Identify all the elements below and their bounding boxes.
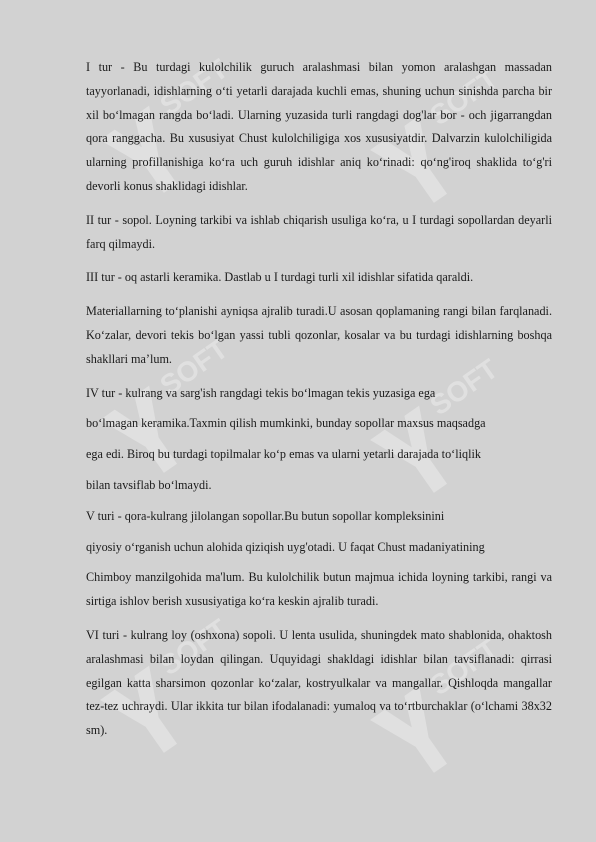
paragraph-chimboy: Chimboy manzilgohida ma'lum. Bu kulolchilik butun majmua ichida loyning tarkibi, rangi va sirtiga ishlov berish xususiyatiga ko‘ra keskin ajralib turadi.: [86, 570, 552, 609]
line-type-4-c: ega edi. Biroq bu turdagi topilmalar ko‘p emas va ularni yetarli darajada to‘liqlik: [86, 447, 481, 462]
svg-text:SOFT: SOFT: [154, 332, 234, 402]
line-type-4-d: bilan tavsiflab bo‘lmaydi.: [86, 477, 212, 492]
document-body: [86, 56, 552, 753]
paragraph-type-2: II tur - sopol. Loyning tarkibi va ishlab chiqarish usuliga ko‘ra, u I turdagi sopollardan deyarli farq qilmaydi.: [86, 212, 552, 251]
line-type-4-a: IV tur - kulrang va sarg'ish rangdagi tekis bo‘lmagan tekis yuzasiga ega: [86, 385, 436, 400]
svg-text:SOFT: SOFT: [424, 352, 504, 422]
svg-text:SOFT: SOFT: [154, 52, 234, 122]
svg-text:SOFT: SOFT: [424, 62, 504, 132]
line-type-5-a: V turi - qora-kulrang jilolangan sopollar.Bu butun sopollar kompleksinini: [86, 508, 445, 523]
paragraph-materials: Materiallarning to‘planishi ayniqsa ajralib turadi.U asosan qoplamaning rangi bilan farqlanadi. Ko‘zalar, devori tekis bo‘lgan yassi tubli qozonlar, kosalar va bu turdagi idishlarning boshqa shakllari ma’lum.: [86, 304, 552, 366]
line-type-4-b: bo‘lmagan keramika.Taxmin qilish mumkinki, bunday sopollar maxsus maqsadga: [86, 416, 486, 431]
paragraph-type-6: VI turi - kulrang loy (oshxona) sopoli. U lenta usulida, shuningdek mato shablonida, ohaktosh aralashmasi bilan loydan qilingan. Uquyidagi shakldagi idishlar bilan tavsiflanadi: qirrasi egilgan katta sharsimon qozonlar ko‘zalar, kostryulkalar va mangallar. Qishloqda mangallar tez-tez uchraydi. Ular ikkita tur bilan ifodalanadi: yumaloq va to‘rtburchaklar (o‘lchami 38x32 sm).: [86, 627, 552, 738]
svg-text:SOFT: SOFT: [154, 612, 234, 682]
paragraph-type-3: III tur - oq astarli keramika. Dastlab u I turdagi turli xil idishlar sifatida qaraldi.: [86, 270, 474, 285]
paragraph-type-1: I tur - Bu turdagi kulolchilik guruch aralashmasi bilan yomon aralashgan massadan tayyorlanadi, idishlarning o‘ti yetarli darajada kuchli emas, shuning uchun sinishda parcha bir xil bo‘lmagan rangda bo‘ladi. Ularning yuzasida turli rangdagi dog'lar bor - och jigarrangdan qora ranggacha. Bu xususiyat Chust kulolchiligiga xos xususiyatdir. Dalvarzin kulolchiligida ularning profillanishiga ko‘ra uch guruh idishlar aniq ko‘rinadi: qo‘ng'iroq shaklida to‘g'ri devorli konus shaklidagi idishlar.: [86, 60, 552, 193]
svg-text:SOFT: SOFT: [424, 632, 504, 702]
line-type-5-b: qiyosiy o‘rganish uchun alohida qiziqish uyg'otadi. U faqat Chust madaniyatining: [86, 539, 485, 554]
